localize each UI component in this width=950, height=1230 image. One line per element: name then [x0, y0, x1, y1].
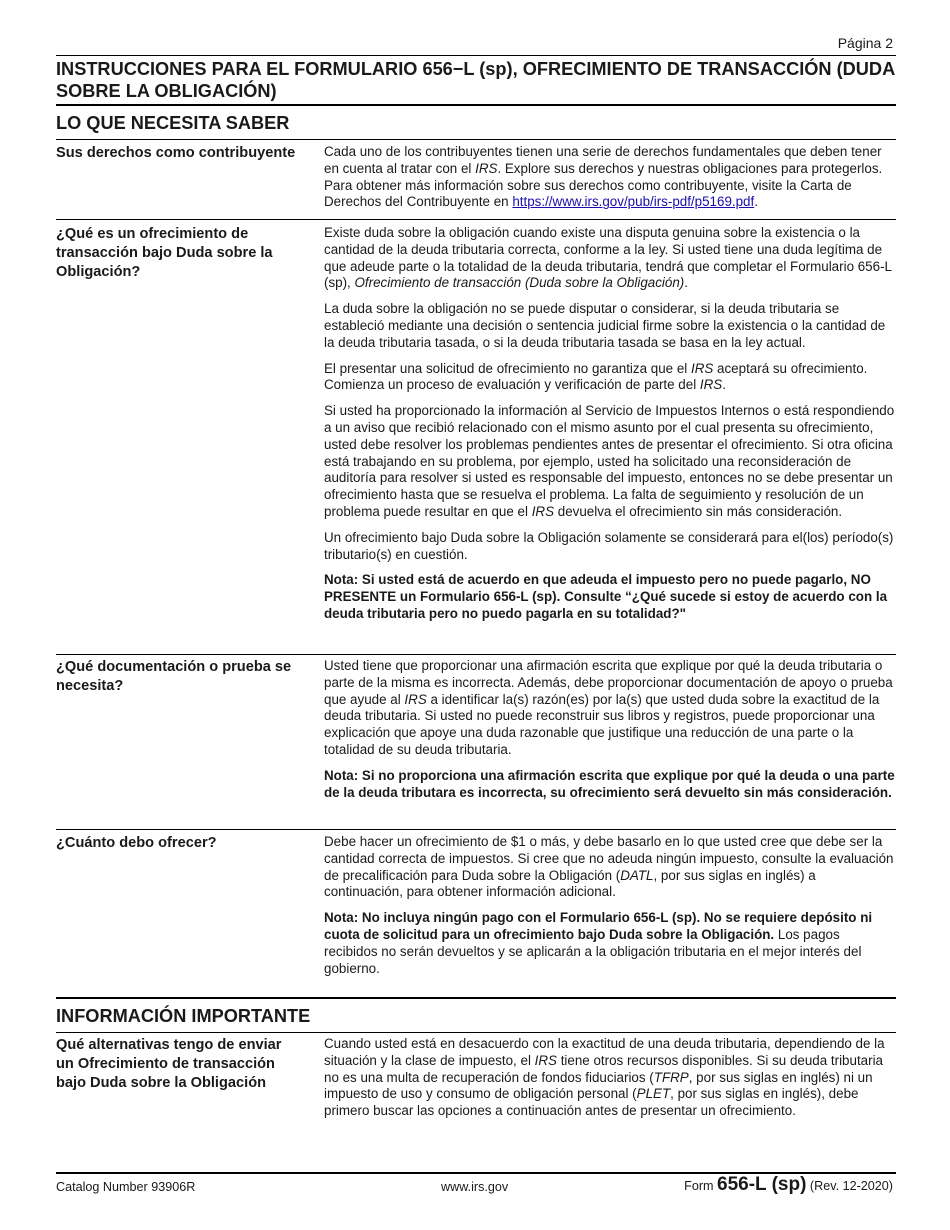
paragraph: La duda sobre la obligación no se puede disputar o considerar, si la deuda tributaria se estableció mediante una decisión o sentencia judicial firme sobre la existencia o la cantidad de la deuda tributaria tasada, o si la deuda tributaria tasada se basa en la ley actual. [324, 301, 886, 350]
catalog-number: Catalog Number 93906R [56, 1180, 196, 1194]
section-rule [56, 997, 896, 999]
row-divider [56, 829, 896, 830]
documentation-label: ¿Qué documentación o prueba se necesita? [56, 659, 292, 694]
form-id: Form 656-L (sp) (Rev. 12-2020) [684, 1174, 893, 1195]
paragraph: El presentar una solicitud de ofrecimiento no garantiza que el IRS aceptará su ofrecimiento. Comienza un proceso de evaluación y verificación de parte del IRS. [324, 360, 868, 393]
paragraph: Usted tiene que proporcionar una afirmación escrita que explique por qué la deuda tributaria o parte de la misma es incorrecta. Además, debe proporcionar documentación de apoyo o prueba que ayude al IRS a identificar la(s) razón(es) por la(s) que usted duda sobre la exactitud de la deuda tributaria. Si usted no puede reconstruir sus libros y registros, puede proporcionar una explicación que apoye una duda razonable que justifique una reducción de una parte o la totalidad de su deuda tributaria. [324, 658, 893, 757]
note: Nota: No incluya ningún pago con el Formulario 656-L (sp). No se requiere depósito ni cuota de solicitud para un ofrecimiento bajo Duda sobre la Obligación. Los pagos recibidos no serán devueltos y se aplicarán a la obligación tributaria en el mejor interés del gobierno. [324, 910, 873, 976]
top-rule [56, 55, 896, 56]
row-divider [56, 219, 896, 220]
alternatives-label: Qué alternativas tengo de enviar un Ofrecimiento de transacción bajo Duda sobre la Obligación [56, 1037, 282, 1091]
section-rule [56, 139, 896, 140]
taxpayer-bill-of-rights-link[interactable]: https://www.irs.gov/pub/irs-pdf/p5169.pdf [512, 194, 755, 210]
rights-paragraph: Cada uno de los contribuyentes tienen una serie de derechos fundamentales que deben tener en cuenta al tratar con el IRS. Explore sus derechos y nuestras obligaciones para protegerlos. Para obtener más información sobre sus derechos como contribuyente, visite la Carta de Derechos del Contribuyente en https://www.irs.gov/pub/irs-pdf/p5169.pdf. [324, 144, 883, 210]
section-heading-important: INFORMACIÓN IMPORTANTE [56, 1006, 311, 1026]
title-rule [56, 104, 896, 106]
note: Nota: Si usted está de acuerdo en que adeuda el impuesto pero no puede pagarlo, NO PRESENTE un Formulario 656-L (sp). Consulte “¿Qué sucede si estoy de acuerdo con la deuda tributaria pero no puedo pagarla en su totalidad?" [324, 572, 888, 621]
rights-label: Sus derechos como contribuyente [56, 145, 296, 161]
section-heading-need-to-know: LO QUE NECESITA SABER [56, 113, 290, 133]
page-number: Página 2 [837, 35, 893, 51]
row-divider [56, 654, 896, 655]
paragraph: Debe hacer un ofrecimiento de $1 o más, y debe basarlo en lo que usted cree que debe ser la cantidad correcta de impuestos. Si cree que no adeuda ningún impuesto, consulte la evaluación de precalificación para Duda sobre la Obligación (DATL, por sus siglas en inglés) a continuación, para obtener información adicional. [324, 834, 894, 900]
note: Nota: Si no proporciona una afirmación escrita que explique por qué la deuda o una parte de la deuda tributara es incorrecta, su ofrecimiento será devuelto sin más consideración. [324, 767, 895, 800]
website: www.irs.gov [441, 1180, 509, 1194]
what-is-label: ¿Qué es un ofrecimiento de transacción bajo Duda sobre la Obligación? [56, 226, 273, 280]
paragraph: Cuando usted está en desacuerdo con la exactitud de una deuda tributaria, dependiendo de la situación y la clase de impuesto, el IRS tiene otros recursos disponibles. Si su deuda tributaria no es una multa de recuperación de fondos fiduciarios (TFRP, por sus siglas en inglés) ni un impuesto de uso y consumo de obligación personal (PLET, por sus siglas en inglés), debe primero buscar las opciones a continuación antes de presentar un ofrecimiento. [324, 1036, 885, 1119]
paragraph: Un ofrecimiento bajo Duda sobre la Obligación solamente se considerará para el(los) período(s) tributario(s) en cuestión. [324, 529, 894, 562]
documentation-body [324, 658, 896, 810]
section-rule [56, 1032, 896, 1033]
what-is-body [324, 225, 896, 632]
form-page [56, 0, 896, 1230]
paragraph: Si usted ha proporcionado la información al Servicio de Impuestos Internos o está respondiendo a un aviso que recibió relacionado con el mismo asunto por el cual presenta su ofrecimiento, usted debe resolver los problemas pendientes antes de presentar el ofrecimiento. Si otra oficina está trabajando en su problema, por ejemplo, usted ha solicitado una reconsideración de auditoría para resolver si usted es responsable del impuesto, entonces no se debe presentar un ofrecimiento hasta que se resuelva el problema. La falta de seguimiento y resolución de un problema puede resultar en que el IRS devuelva el ofrecimiento sin más consideración. [324, 403, 895, 519]
alternatives-body [324, 1036, 896, 1129]
paragraph: Existe duda sobre la obligación cuando existe una disputa genuina sobre la existencia o la cantidad de la deuda tributaria correcta, conforme a la ley. Si usted tiene una duda legítima de que adeude parte o la totalidad de la deuda tributaria, tendrá que completar el Formulario 656-L (sp), Ofrecimiento de transacción (Duda sobre la Obligación). [324, 225, 892, 291]
page-title: INSTRUCCIONES PARA EL FORMULARIO 656−L (sp), OFRECIMIENTO DE TRANSACCIÓN (DUDA SOBRE LA OBLIGACIÓN) [56, 59, 895, 101]
how-much-body [324, 834, 896, 986]
how-much-label: ¿Cuánto debo ofrecer? [56, 835, 217, 851]
rights-body [324, 144, 896, 220]
